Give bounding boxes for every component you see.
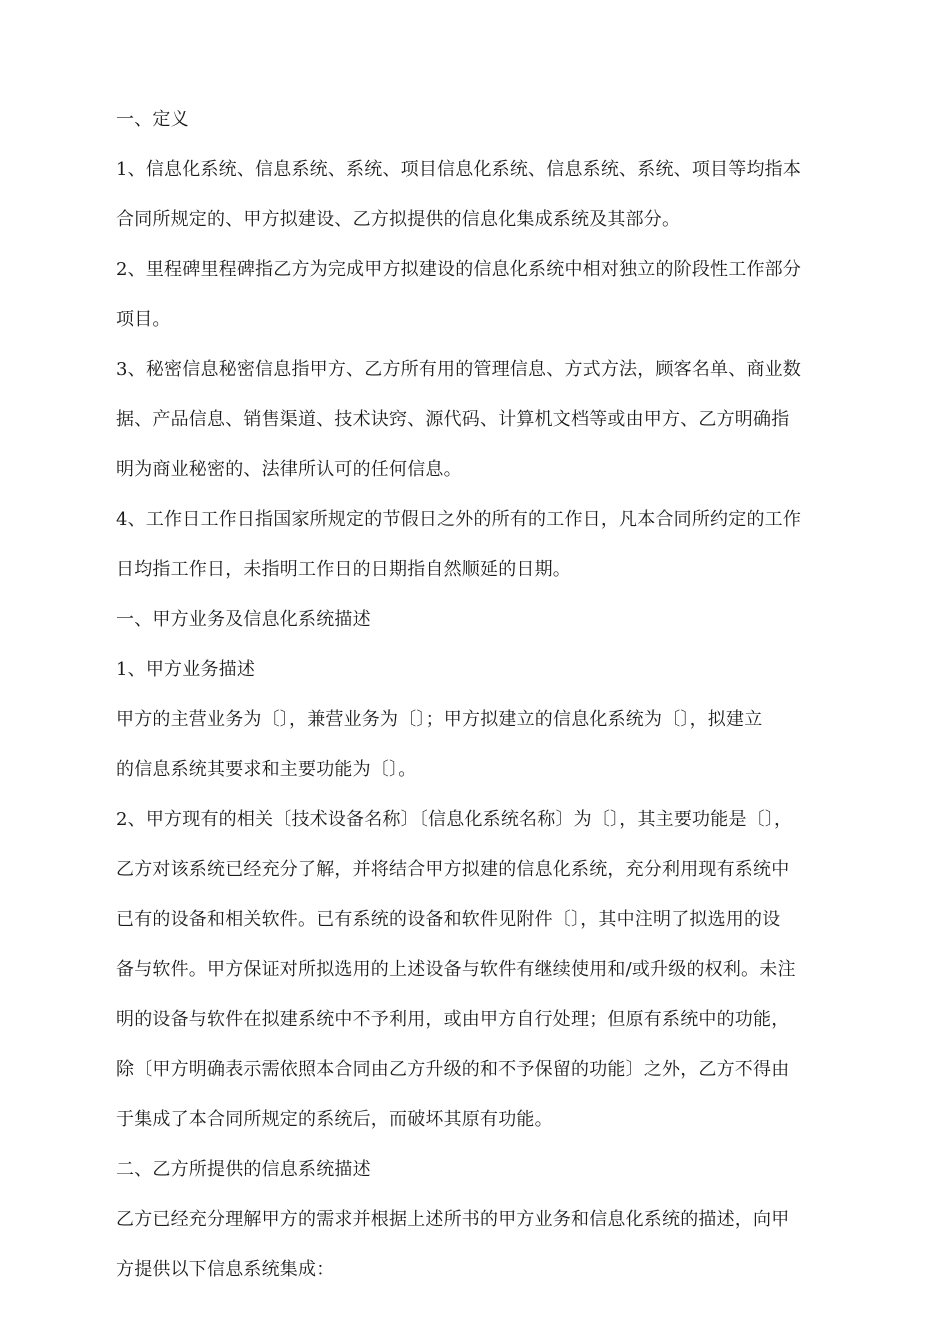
paragraph-line: 项目。 (116, 309, 171, 330)
paragraph-line: 于集成了本合同所规定的系统后，而破坏其原有功能。 (116, 1109, 553, 1130)
section-heading-party-b-system: 二、乙方所提供的信息系统描述 (116, 1159, 371, 1180)
document-page (116, 95, 836, 1295)
paragraph-line: 合同所规定的、甲方拟建设、乙方拟提供的信息化集成系统及其部分。 (116, 209, 681, 230)
paragraph-line: 方提供以下信息系统集成： (116, 1259, 335, 1280)
paragraph-line: 3、秘密信息秘密信息指甲方、乙方所有用的管理信息、方式方法，顾客名单、商业数 (116, 359, 802, 380)
paragraph-line: 明为商业秘密的、法律所认可的任何信息。 (116, 459, 462, 480)
paragraph-line: 除〔甲方明确表示需依照本合同由乙方升级的和不予保留的功能〕之外，乙方不得由 (116, 1059, 790, 1080)
paragraph-line: 1、信息化系统、信息系统、系统、项目信息化系统、信息系统、系统、项目等均指本 (116, 159, 802, 180)
paragraph-line: 的信息系统其要求和主要功能为〔〕。 (116, 759, 417, 780)
paragraph-line: 2、里程碑里程碑指乙方为完成甲方拟建设的信息化系统中相对独立的阶段性工作部分 (116, 259, 802, 280)
paragraph-line: 甲方的主营业务为〔〕，兼营业务为〔〕；甲方拟建立的信息化系统为〔〕，拟建立 (116, 709, 763, 730)
paragraph-line: 日均指工作日，未指明工作日的日期指自然顺延的日期。 (116, 559, 571, 580)
paragraph-line: 乙方对该系统已经充分了解，并将结合甲方拟建的信息化系统，充分利用现有系统中 (116, 859, 790, 880)
subsection-heading: 1、甲方业务描述 (116, 659, 256, 680)
paragraph-line: 2、甲方现有的相关〔技术设备名称〕〔信息化系统名称〕为〔〕，其主要功能是〔〕， (116, 809, 793, 830)
paragraph-line: 明的设备与软件在拟建系统中不予利用，或由甲方自行处理；但原有系统中的功能， (116, 1009, 790, 1030)
paragraph-line: 备与软件。甲方保证对所拟选用的上述设备与软件有继续使用和/或升级的权利。未注 (116, 959, 796, 980)
section-heading-definitions: 一、定义 (116, 109, 189, 130)
paragraph-line: 据、产品信息、销售渠道、技术诀窍、源代码、计算机文档等或由甲方、乙方明确指 (116, 409, 790, 430)
paragraph-line: 4、工作日工作日指国家所规定的节假日之外的所有的工作日，凡本合同所约定的工作 (116, 509, 802, 530)
paragraph-line: 已有的设备和相关软件。已有系统的设备和软件见附件〔〕，其中注明了拟选用的设 (116, 909, 781, 930)
paragraph-line: 乙方已经充分理解甲方的需求并根据上述所书的甲方业务和信息化系统的描述，向甲 (116, 1209, 790, 1230)
section-heading-party-a-business: 一、甲方业务及信息化系统描述 (116, 609, 371, 630)
